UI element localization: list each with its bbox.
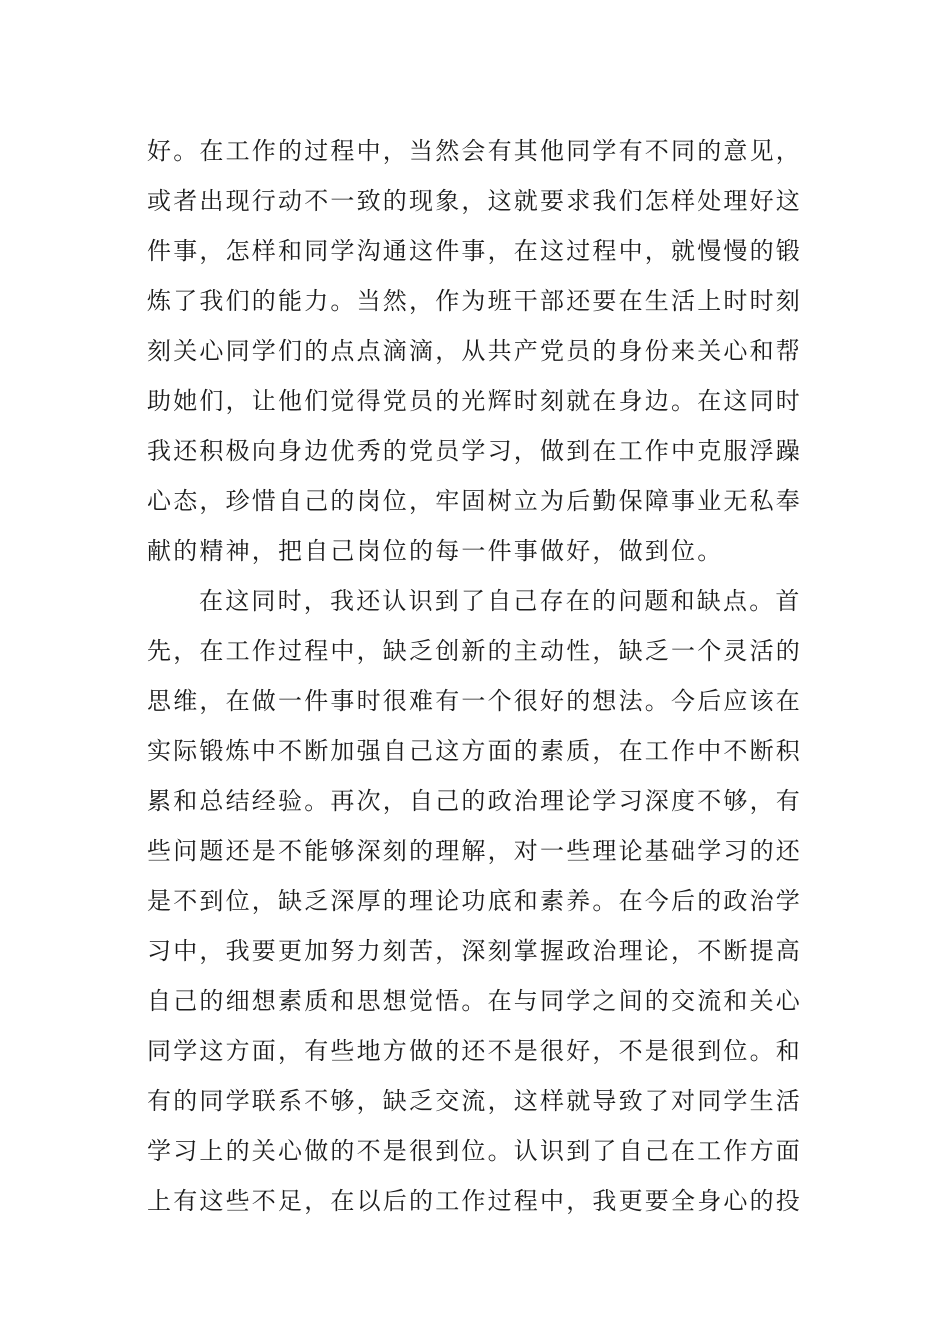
text-line: 刻关心同学们的点点滴滴，从共产党员的身份来关心和帮	[147, 337, 802, 365]
text-line: 同学这方面，有些地方做的还不是很好，不是很到位。和	[147, 1037, 802, 1065]
text-line: 助她们，让他们觉得党员的光辉时刻就在身边。在这同时	[147, 387, 802, 415]
text-line: 心态，珍惜自己的岗位，牢固树立为后勤保障事业无私奉	[147, 487, 802, 515]
text-line: 献的精神，把自己岗位的每一件事做好，做到位。	[147, 537, 724, 565]
text-line: 习中，我要更加努力刻苦，深刻掌握政治理论，不断提高	[147, 937, 802, 965]
document-body	[147, 126, 807, 1226]
text-line: 上有这些不足，在以后的工作过程中，我更要全身心的投	[147, 1187, 802, 1215]
text-line: 是不到位，缺乏深厚的理论功底和素养。在今后的政治学	[147, 887, 802, 915]
text-line: 学习上的关心做的不是很到位。认识到了自己在工作方面	[147, 1137, 802, 1165]
text-line: 件事，怎样和同学沟通这件事，在这过程中，就慢慢的锻	[147, 237, 802, 265]
text-line: 些问题还是不能够深刻的理解，对一些理论基础学习的还	[147, 837, 802, 865]
text-line: 我还积极向身边优秀的党员学习，做到在工作中克服浮躁	[147, 437, 802, 465]
text-line: 好。在工作的过程中，当然会有其他同学有不同的意见，	[147, 137, 802, 165]
text-line: 有的同学联系不够，缺乏交流，这样就导致了对同学生活	[147, 1087, 802, 1115]
text-line: 思维，在做一件事时很难有一个很好的想法。今后应该在	[147, 687, 802, 715]
text-line-indented: 在这同时，我还认识到了自己存在的问题和缺点。首	[199, 587, 802, 615]
text-line: 自己的细想素质和思想觉悟。在与同学之间的交流和关心	[147, 987, 802, 1015]
text-line: 或者出现行动不一致的现象，这就要求我们怎样处理好这	[147, 187, 802, 215]
text-line: 累和总结经验。再次，自己的政治理论学习深度不够，有	[147, 787, 802, 815]
paragraph-1	[147, 126, 807, 576]
paragraph-2	[147, 576, 807, 1226]
text-line: 炼了我们的能力。当然，作为班干部还要在生活上时时刻	[147, 287, 802, 315]
text-line: 先，在工作过程中，缺乏创新的主动性，缺乏一个灵活的	[147, 637, 802, 665]
text-line: 实际锻炼中不断加强自己这方面的素质，在工作中不断积	[147, 737, 802, 765]
